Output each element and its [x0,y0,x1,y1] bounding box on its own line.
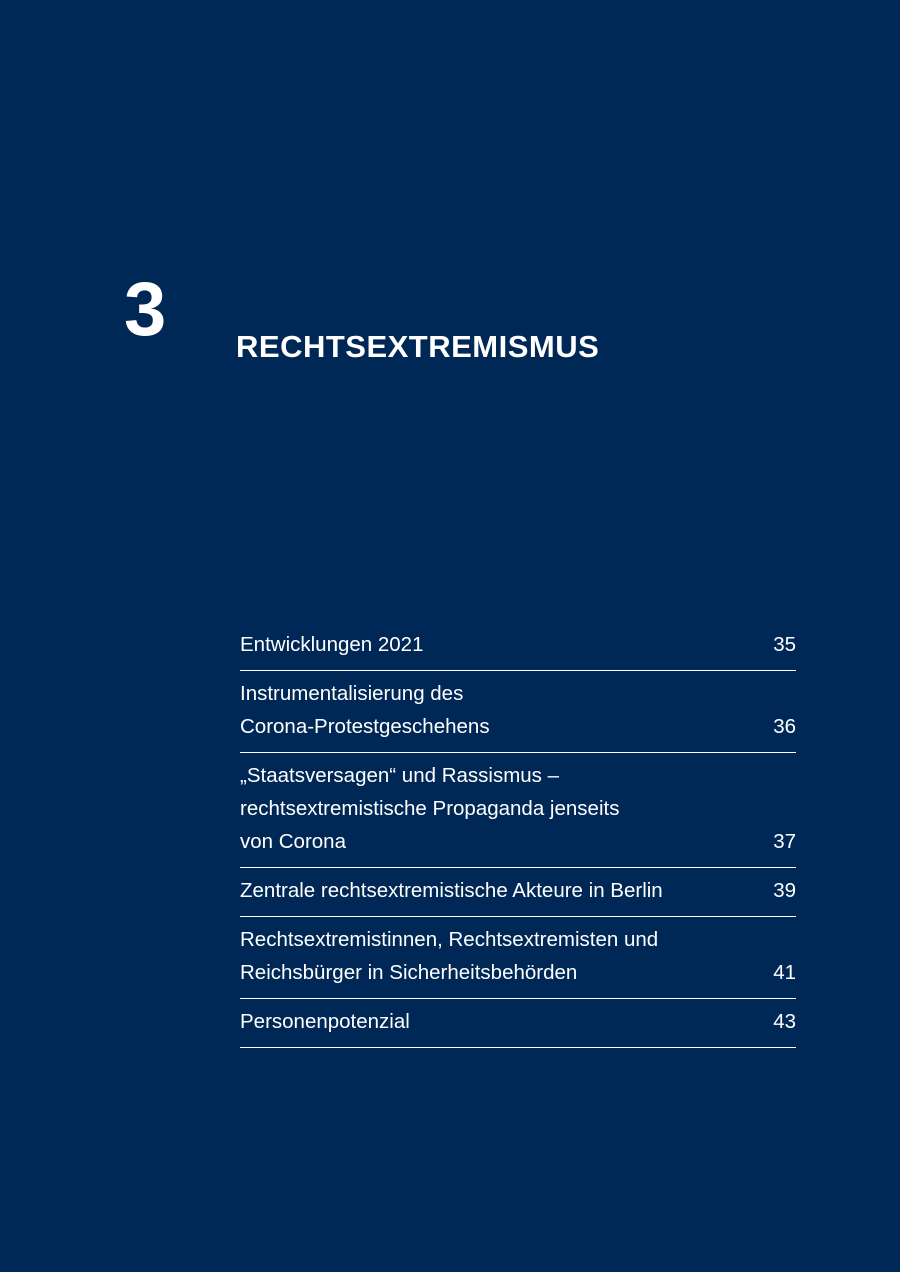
toc-entry[interactable] [240,671,796,753]
table-of-contents [240,622,796,1048]
toc-entry-page: 39 [773,879,796,902]
toc-entry[interactable] [240,622,796,671]
toc-entry-page: 35 [773,633,796,656]
toc-entry-page: 43 [773,1010,796,1033]
toc-entry[interactable] [240,753,796,868]
toc-entry[interactable] [240,868,796,917]
chapter-number: 3 [124,267,167,352]
toc-entry-page: 41 [773,961,796,984]
toc-entry-title: „Staatsversagen“ und Rassismus – rechtsextremistische Propaganda jenseits von Corona [240,764,620,853]
toc-entry-title: Rechtsextremistinnen, Rechtsextremisten und Reichsbürger in Sicherheitsbehörden [240,928,659,984]
toc-entry-page: 36 [773,715,796,738]
toc-entry[interactable] [240,917,796,999]
toc-entry-title: Zentrale rechtsextremistische Akteure in Berlin [240,879,663,902]
toc-entry-title: Entwicklungen 2021 [240,633,424,656]
chapter-title: RECHTSEXTREMISMUS [236,329,600,364]
toc-entry-title: Personenpotenzial [240,1010,410,1033]
toc-entry-page: 37 [773,830,796,853]
toc-entry[interactable] [240,999,796,1048]
toc-entry-title: Instrumentalisierung des Corona-Protestgeschehens [240,682,490,738]
